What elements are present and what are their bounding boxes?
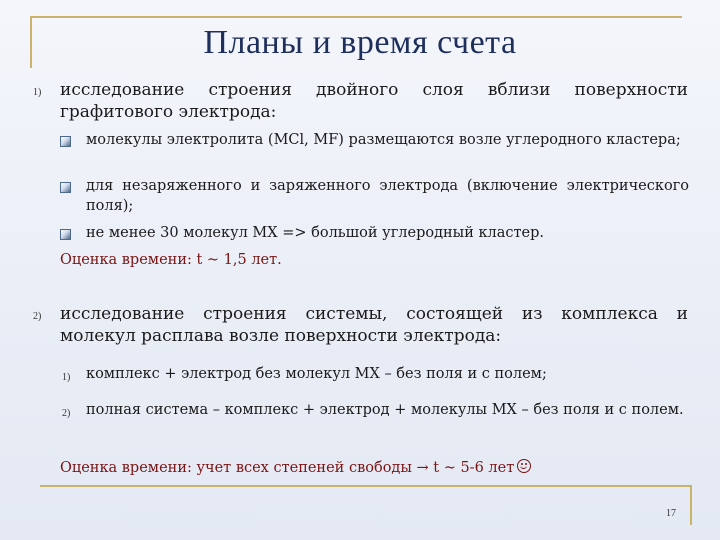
subitem-2-text: полная система – комплекс + электрод + молекулы МХ – без поля и с полем.	[86, 402, 684, 418]
bullet-icon	[60, 182, 71, 193]
item-1-bullet-3: не менее 30 молекул МХ => большой углеродный кластер.	[86, 225, 545, 241]
item-1-text: исследование строения двойного слоя вблизи поверхности графитового электрода:	[60, 80, 688, 122]
item-2-time-estimate-text: Оценка времени: учет всех степеней свободы → t ~ 5-6 лет	[60, 460, 515, 476]
bullet-icon	[60, 136, 71, 147]
bullet-icon	[60, 229, 71, 240]
smiley-icon	[517, 459, 531, 473]
item-2-text: исследование строения системы, состоящей из комплекса и молекул расплава возле поверхности электрода:	[60, 304, 688, 346]
item-1-time-estimate: Оценка времени: t ~ 1,5 лет.	[60, 252, 282, 268]
item-2-time-estimate	[60, 458, 531, 478]
bottom-decorative-frame	[40, 485, 692, 525]
subitem-2-number: 2)	[62, 408, 71, 419]
item-2-number: 2)	[33, 311, 42, 322]
page-number: 17	[666, 508, 676, 519]
subitem-1-number: 1)	[62, 372, 71, 383]
slide-title: Планы и время счета	[203, 24, 517, 61]
item-1-number: 1)	[33, 87, 42, 98]
subitem-1-text: комплекс + электрод без молекул МХ – без поля и с полем;	[86, 366, 547, 382]
item-1-bullet-2: для незаряженного и заряженного электрода (включение электрического поля);	[86, 178, 689, 214]
item-1-bullet-1: молекулы электролита (MCl, MF) размещаются возле углеродного кластера;	[86, 132, 681, 148]
